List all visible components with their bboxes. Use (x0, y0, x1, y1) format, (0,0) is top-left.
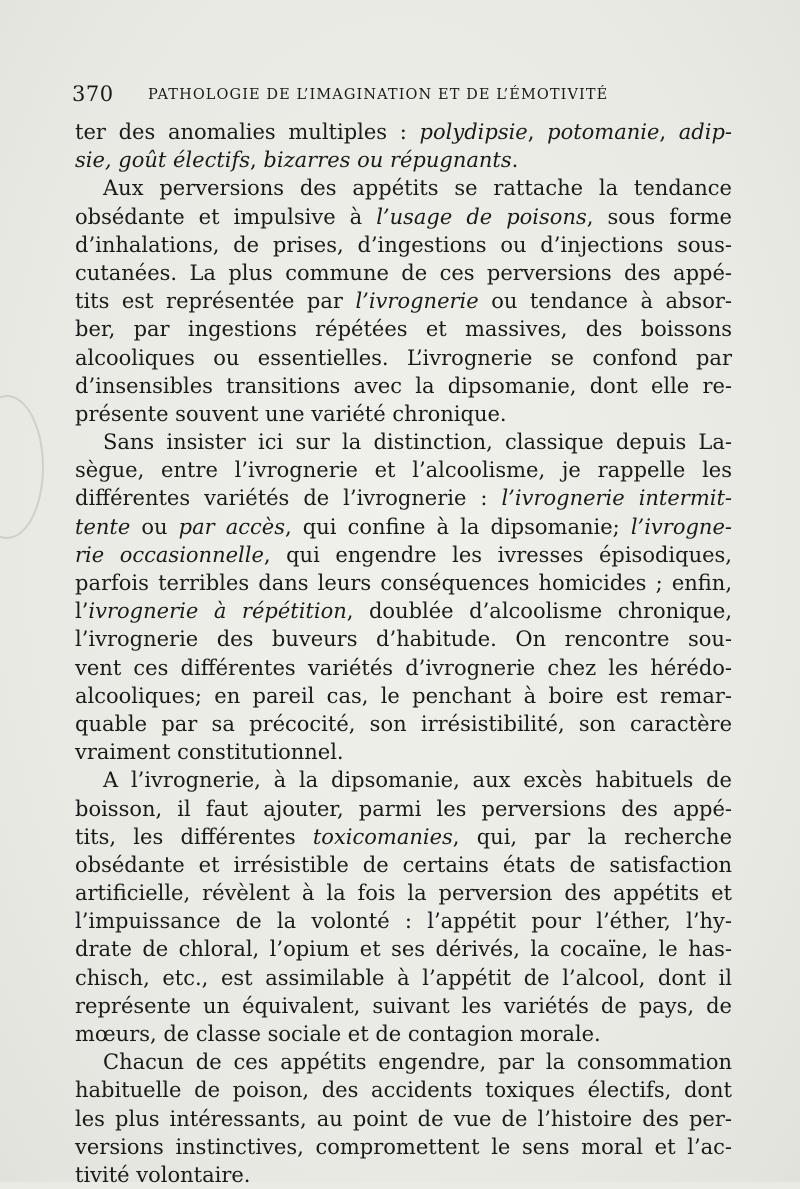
text-line (75, 1048, 732, 1076)
text-span: l’ivrognerie des buveurs d’habitude. On rencontre sou- (75, 627, 732, 652)
library-stamp-mark (0, 395, 44, 539)
italic-span: l’ivrogne- (630, 514, 732, 539)
text-span: , qui, par la recherche (452, 824, 732, 849)
paragraph (75, 1048, 732, 1189)
text-span: obsédante et impulsive à (75, 204, 377, 229)
text-span: alcooliques ou essentielles. L’ivrognerie se confond par (75, 345, 732, 370)
italic-span: potomanie (547, 120, 660, 144)
text-line (75, 569, 732, 597)
text-span: Aux perversions des appétits se rattache la tendance (103, 176, 732, 201)
text-span: , sous forme (586, 204, 732, 229)
text-span: l’impuissance de la volonté : l’appétit pour l’éther, l’hy- (75, 909, 732, 934)
text-line (75, 992, 732, 1020)
text-line (75, 203, 732, 231)
italic-span: sie, goût électifs (75, 148, 251, 173)
italic-span: ivrognerie à répétition (88, 599, 347, 624)
italic-span: l’usage de poisons (376, 204, 587, 229)
text-span: , doublée d’alcoolisme chronique, (346, 599, 732, 624)
text-line (75, 315, 732, 343)
text-line (75, 935, 732, 963)
italic-span: adip- (678, 120, 732, 144)
text-line (75, 400, 732, 428)
text-span: tivité volontaire. (75, 1162, 251, 1187)
text-line (75, 259, 732, 287)
text-line (75, 1105, 732, 1133)
paragraph (75, 766, 732, 1048)
italic-span: toxicomanies (312, 824, 453, 849)
text-span: ter des anomalies multiples : (75, 120, 420, 144)
text-line (75, 1133, 732, 1161)
text-span: . (511, 148, 519, 173)
italic-span: l’ivrognerie intermit- (501, 486, 732, 511)
text-span: sègue, entre l’ivrognerie et l’alcoolisme, je rappelle les (75, 458, 732, 483)
text-span: drate de chloral, l’opium et ses dérivés, la cocaïne, le has- (75, 937, 732, 962)
italic-span: l’ivrognerie (355, 289, 479, 314)
text-span: obsédante et irrésistible de certains états de satisfaction (75, 852, 732, 877)
text-line (75, 287, 732, 315)
text-span: , qui engendre les ivresses épisodiques, (263, 542, 732, 567)
text-span: d’inhalations, de prises, d’ingestions ou d’injections sous- (75, 232, 732, 257)
page-header (72, 82, 732, 112)
text-line (75, 710, 732, 738)
text-line (75, 513, 732, 541)
text-span: alcooliques; en pareil cas, le penchant à boire est remar- (75, 683, 732, 708)
text-span: chisch, etc., est assimilable à l’appétit de l’alcool, dont il (75, 965, 732, 990)
text-span: ber, par ingestions répétées et massives, des boissons (75, 317, 732, 342)
text-line (75, 231, 732, 259)
text-line (75, 964, 732, 992)
text-span: l’ (75, 599, 89, 624)
text-line (75, 174, 732, 202)
paragraph (75, 428, 732, 766)
text-span: d’insensibles transitions avec la dipsomanie, dont elle re- (75, 373, 732, 398)
text-line (75, 597, 732, 625)
paragraph (75, 118, 732, 174)
text-span: ou tendance à absor- (478, 289, 732, 314)
text-span: Sans insister ici sur la distinction, classique depuis La- (103, 430, 732, 455)
italic-span: tente (75, 514, 131, 539)
page-number: 370 (72, 82, 114, 106)
text-line (75, 1020, 732, 1048)
text-span: , (250, 148, 264, 173)
running-head: PATHOLOGIE DE L’IMAGINATION ET DE L’ÉMOTIVITÉ (148, 87, 609, 103)
text-span: Chacun de ces appétits engendre, par la consommation (103, 1050, 732, 1075)
text-line (75, 1076, 732, 1104)
text-line (75, 118, 732, 146)
text-span: les plus intéressants, au point de vue de l’histoire des per- (75, 1106, 732, 1131)
text-span: cutanées. La plus commune de ces perversions des appé- (75, 260, 732, 285)
text-span: ou (130, 514, 179, 539)
text-span: , qui confine à la dipsomanie; (285, 514, 631, 539)
text-line (75, 907, 732, 935)
text-span: parfois terribles dans leurs conséquences homicides ; enfin, (75, 571, 732, 595)
text-line (75, 738, 732, 766)
italic-span: polydipsie (419, 120, 528, 144)
text-line (75, 625, 732, 653)
text-span: tits, les différentes (75, 824, 313, 849)
text-line (75, 1161, 732, 1189)
text-span: boisson, il faut ajouter, parmi les perversions des appé- (75, 796, 732, 821)
text-line (75, 344, 732, 372)
text-line (75, 541, 732, 569)
text-span: tits est représentée par (75, 289, 356, 314)
text-span: différentes variétés de l’ivrognerie : (75, 486, 502, 511)
text-line (75, 372, 732, 400)
text-span: , (659, 120, 679, 144)
text-line (75, 654, 732, 682)
text-line (75, 682, 732, 710)
italic-span: par accès (178, 514, 285, 539)
text-line (75, 879, 732, 907)
text-span: mœurs, de classe sociale et de contagion morale. (75, 1022, 601, 1046)
text-span: habituelle de poison, des accidents toxiques électifs, dont (75, 1078, 732, 1103)
text-line (75, 766, 732, 794)
italic-span: rie occasionnelle (75, 542, 264, 567)
text-span: présente souvent une variété chronique. (75, 401, 507, 426)
paragraph (75, 174, 732, 428)
text-span: quable par sa précocité, son irrésistibilité, son caractère (75, 711, 732, 736)
text-span: versions instinctives, compromettent le sens moral et l’ac- (75, 1134, 732, 1159)
text-span: artificielle, révèlent à la fois la perversion des appétits et (75, 881, 732, 906)
text-line (75, 146, 732, 174)
text-line (75, 851, 732, 879)
italic-span: bizarres ou répugnants (263, 148, 512, 173)
text-line (75, 484, 732, 512)
body-text (75, 118, 732, 1189)
text-line (75, 456, 732, 484)
text-span: , (527, 120, 548, 144)
text-span: vent ces différentes variétés d’ivrognerie chez les hérédo- (75, 655, 732, 680)
text-span: représente un équivalent, suivant les variétés de pays, de (75, 993, 732, 1018)
text-span: A l’ivrognerie, à la dipsomanie, aux excès habituels de (103, 768, 732, 793)
text-line (75, 428, 732, 456)
text-span: vraiment constitutionnel. (75, 740, 344, 765)
text-line (75, 823, 732, 851)
text-line (75, 795, 732, 823)
